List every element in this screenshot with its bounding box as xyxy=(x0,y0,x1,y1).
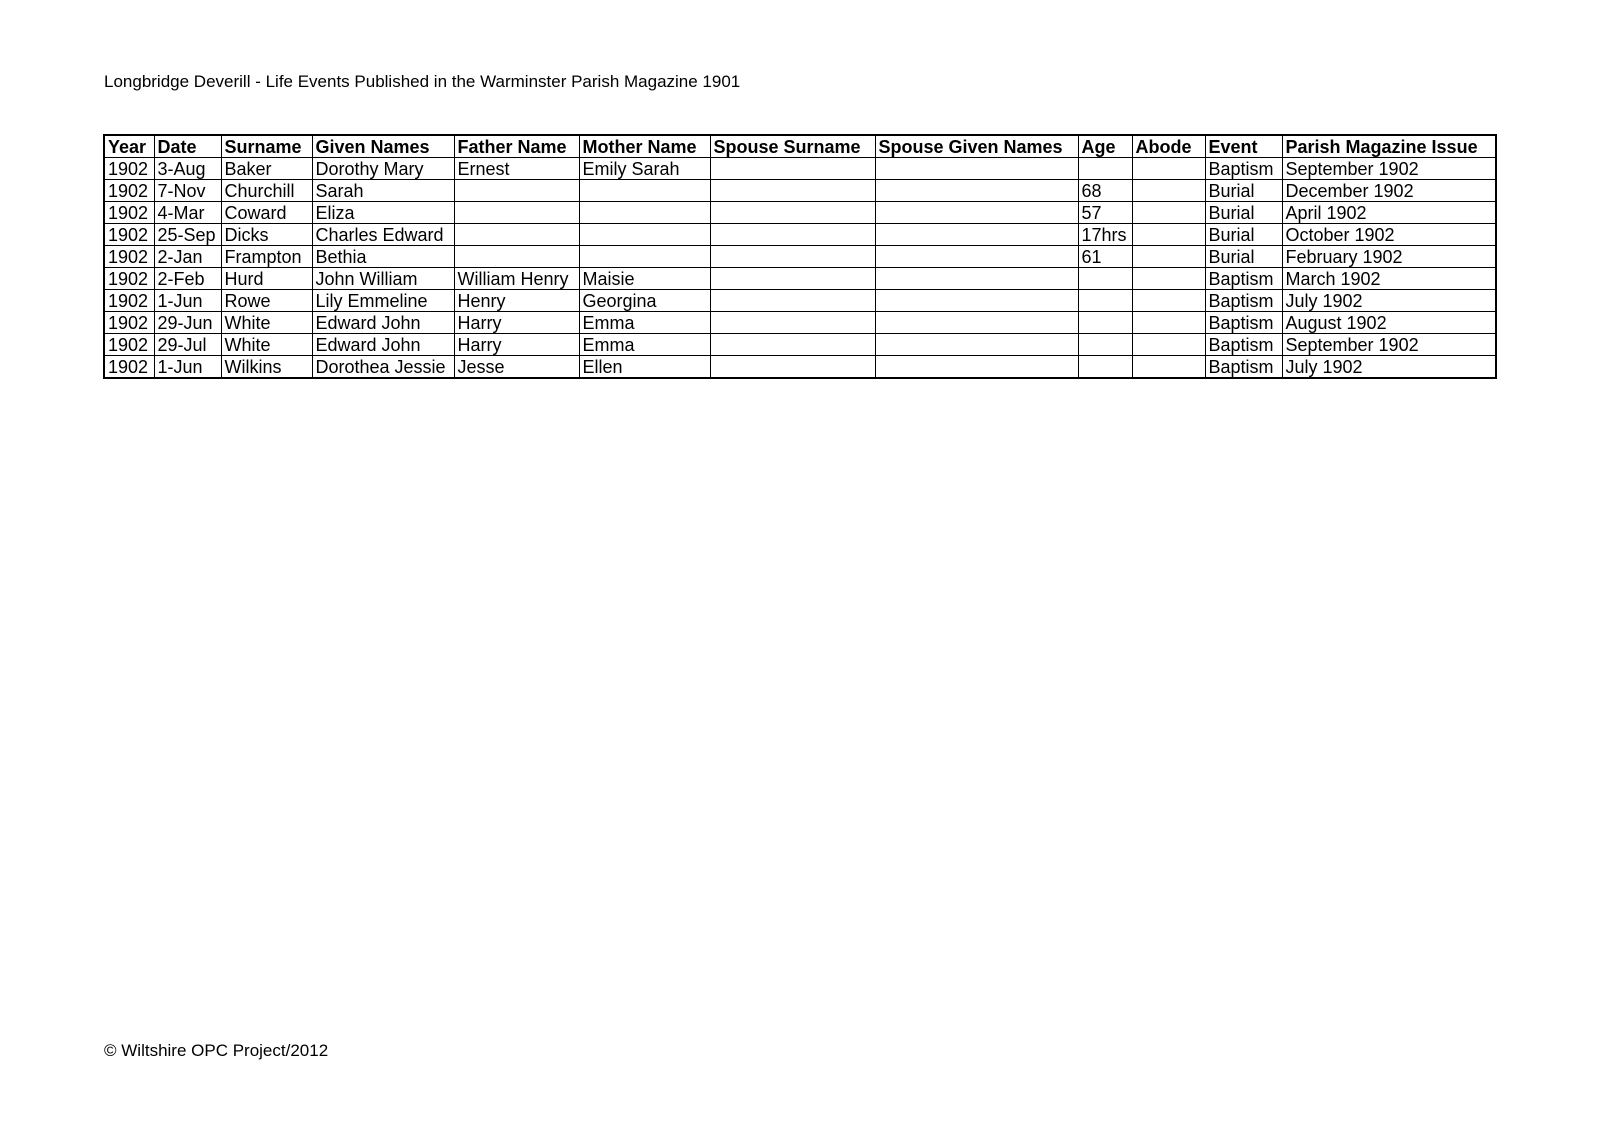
cell-age: 68 xyxy=(1078,180,1132,202)
cell-spouse-surname xyxy=(710,290,875,312)
table-row xyxy=(104,246,1496,268)
cell-surname: Baker xyxy=(221,158,312,180)
cell-surname: Wilkins xyxy=(221,356,312,379)
cell-father-name: Harry xyxy=(454,334,579,356)
cell-age xyxy=(1078,334,1132,356)
cell-issue: July 1902 xyxy=(1282,290,1496,312)
cell-given-names: Eliza xyxy=(312,202,454,224)
column-header-date: Date xyxy=(154,135,221,158)
cell-mother-name: Emma xyxy=(579,312,710,334)
cell-spouse-given-names xyxy=(875,224,1078,246)
cell-event: Baptism xyxy=(1205,268,1282,290)
cell-issue: December 1902 xyxy=(1282,180,1496,202)
cell-spouse-given-names xyxy=(875,180,1078,202)
cell-mother-name: Ellen xyxy=(579,356,710,379)
cell-date: 2-Jan xyxy=(154,246,221,268)
cell-issue: March 1902 xyxy=(1282,268,1496,290)
cell-event: Baptism xyxy=(1205,312,1282,334)
cell-father-name xyxy=(454,246,579,268)
cell-spouse-given-names xyxy=(875,246,1078,268)
cell-spouse-given-names xyxy=(875,290,1078,312)
cell-issue: September 1902 xyxy=(1282,334,1496,356)
cell-year: 1902 xyxy=(104,246,154,268)
records-table xyxy=(103,134,1497,379)
cell-year: 1902 xyxy=(104,268,154,290)
cell-spouse-given-names xyxy=(875,334,1078,356)
table-row xyxy=(104,180,1496,202)
cell-age: 61 xyxy=(1078,246,1132,268)
cell-issue: April 1902 xyxy=(1282,202,1496,224)
cell-year: 1902 xyxy=(104,334,154,356)
cell-surname: Rowe xyxy=(221,290,312,312)
cell-mother-name: Maisie xyxy=(579,268,710,290)
cell-spouse-surname xyxy=(710,356,875,379)
cell-spouse-given-names xyxy=(875,202,1078,224)
cell-given-names: Lily Emmeline xyxy=(312,290,454,312)
cell-date: 2-Feb xyxy=(154,268,221,290)
cell-surname: Dicks xyxy=(221,224,312,246)
table-row xyxy=(104,224,1496,246)
cell-spouse-given-names xyxy=(875,268,1078,290)
column-header-year: Year xyxy=(104,135,154,158)
cell-abode xyxy=(1132,180,1205,202)
cell-given-names: Sarah xyxy=(312,180,454,202)
cell-year: 1902 xyxy=(104,356,154,379)
cell-event: Baptism xyxy=(1205,290,1282,312)
column-header-mother-name: Mother Name xyxy=(579,135,710,158)
cell-abode xyxy=(1132,246,1205,268)
cell-date: 29-Jun xyxy=(154,312,221,334)
cell-spouse-surname xyxy=(710,312,875,334)
cell-given-names: Charles Edward xyxy=(312,224,454,246)
cell-father-name: Harry xyxy=(454,312,579,334)
cell-mother-name xyxy=(579,180,710,202)
table-row xyxy=(104,202,1496,224)
cell-father-name xyxy=(454,202,579,224)
table-row xyxy=(104,312,1496,334)
cell-abode xyxy=(1132,224,1205,246)
cell-date: 25-Sep xyxy=(154,224,221,246)
cell-abode xyxy=(1132,158,1205,180)
cell-date: 4-Mar xyxy=(154,202,221,224)
cell-abode xyxy=(1132,202,1205,224)
cell-given-names: Dorothy Mary xyxy=(312,158,454,180)
cell-spouse-surname xyxy=(710,268,875,290)
cell-date: 7-Nov xyxy=(154,180,221,202)
cell-event: Burial xyxy=(1205,224,1282,246)
cell-abode xyxy=(1132,334,1205,356)
cell-mother-name xyxy=(579,202,710,224)
cell-mother-name: Emma xyxy=(579,334,710,356)
column-header-spouse-surname: Spouse Surname xyxy=(710,135,875,158)
cell-father-name xyxy=(454,224,579,246)
column-header-issue: Parish Magazine Issue xyxy=(1282,135,1496,158)
cell-abode xyxy=(1132,268,1205,290)
cell-mother-name: Emily Sarah xyxy=(579,158,710,180)
table-row xyxy=(104,158,1496,180)
cell-given-names: Edward John xyxy=(312,334,454,356)
cell-spouse-surname xyxy=(710,202,875,224)
column-header-father-name: Father Name xyxy=(454,135,579,158)
cell-age xyxy=(1078,290,1132,312)
column-header-event: Event xyxy=(1205,135,1282,158)
cell-father-name: Henry xyxy=(454,290,579,312)
cell-age: 17hrs xyxy=(1078,224,1132,246)
cell-spouse-surname xyxy=(710,224,875,246)
cell-issue: July 1902 xyxy=(1282,356,1496,379)
cell-event: Baptism xyxy=(1205,334,1282,356)
cell-year: 1902 xyxy=(104,290,154,312)
page-title: Longbridge Deverill - Life Events Published in the Warminster Parish Magazine 1901 xyxy=(104,72,741,91)
cell-mother-name xyxy=(579,224,710,246)
column-header-given-names: Given Names xyxy=(312,135,454,158)
cell-surname: White xyxy=(221,312,312,334)
cell-surname: Hurd xyxy=(221,268,312,290)
cell-abode xyxy=(1132,312,1205,334)
cell-father-name: Jesse xyxy=(454,356,579,379)
table-row xyxy=(104,356,1496,379)
cell-spouse-given-names xyxy=(875,356,1078,379)
cell-surname: Coward xyxy=(221,202,312,224)
cell-spouse-given-names xyxy=(875,158,1078,180)
table-row xyxy=(104,290,1496,312)
cell-abode xyxy=(1132,290,1205,312)
cell-given-names: John William xyxy=(312,268,454,290)
table-header-row xyxy=(104,135,1496,158)
cell-date: 1-Jun xyxy=(154,290,221,312)
column-header-abode: Abode xyxy=(1132,135,1205,158)
cell-event: Baptism xyxy=(1205,356,1282,379)
cell-given-names: Bethia xyxy=(312,246,454,268)
cell-age xyxy=(1078,158,1132,180)
cell-issue: February 1902 xyxy=(1282,246,1496,268)
cell-given-names: Dorothea Jessie xyxy=(312,356,454,379)
cell-age xyxy=(1078,268,1132,290)
cell-year: 1902 xyxy=(104,180,154,202)
cell-spouse-surname xyxy=(710,158,875,180)
cell-event: Burial xyxy=(1205,202,1282,224)
cell-father-name: William Henry xyxy=(454,268,579,290)
cell-father-name: Ernest xyxy=(454,158,579,180)
cell-abode xyxy=(1132,356,1205,379)
cell-age xyxy=(1078,312,1132,334)
cell-event: Burial xyxy=(1205,246,1282,268)
cell-surname: White xyxy=(221,334,312,356)
cell-given-names: Edward John xyxy=(312,312,454,334)
cell-year: 1902 xyxy=(104,312,154,334)
cell-mother-name: Georgina xyxy=(579,290,710,312)
column-header-age: Age xyxy=(1078,135,1132,158)
cell-age: 57 xyxy=(1078,202,1132,224)
cell-date: 3-Aug xyxy=(154,158,221,180)
cell-spouse-surname xyxy=(710,246,875,268)
cell-spouse-surname xyxy=(710,180,875,202)
footer-copyright: © Wiltshire OPC Project/2012 xyxy=(104,1041,329,1060)
table-row xyxy=(104,334,1496,356)
column-header-surname: Surname xyxy=(221,135,312,158)
cell-issue: October 1902 xyxy=(1282,224,1496,246)
cell-age xyxy=(1078,356,1132,379)
cell-surname: Churchill xyxy=(221,180,312,202)
column-header-spouse-given-names: Spouse Given Names xyxy=(875,135,1078,158)
cell-issue: August 1902 xyxy=(1282,312,1496,334)
cell-date: 29-Jul xyxy=(154,334,221,356)
cell-surname: Frampton xyxy=(221,246,312,268)
cell-year: 1902 xyxy=(104,202,154,224)
cell-issue: September 1902 xyxy=(1282,158,1496,180)
cell-event: Burial xyxy=(1205,180,1282,202)
cell-mother-name xyxy=(579,246,710,268)
cell-year: 1902 xyxy=(104,158,154,180)
cell-father-name xyxy=(454,180,579,202)
cell-spouse-given-names xyxy=(875,312,1078,334)
cell-date: 1-Jun xyxy=(154,356,221,379)
cell-year: 1902 xyxy=(104,224,154,246)
cell-event: Baptism xyxy=(1205,158,1282,180)
table-row xyxy=(104,268,1496,290)
cell-spouse-surname xyxy=(710,334,875,356)
